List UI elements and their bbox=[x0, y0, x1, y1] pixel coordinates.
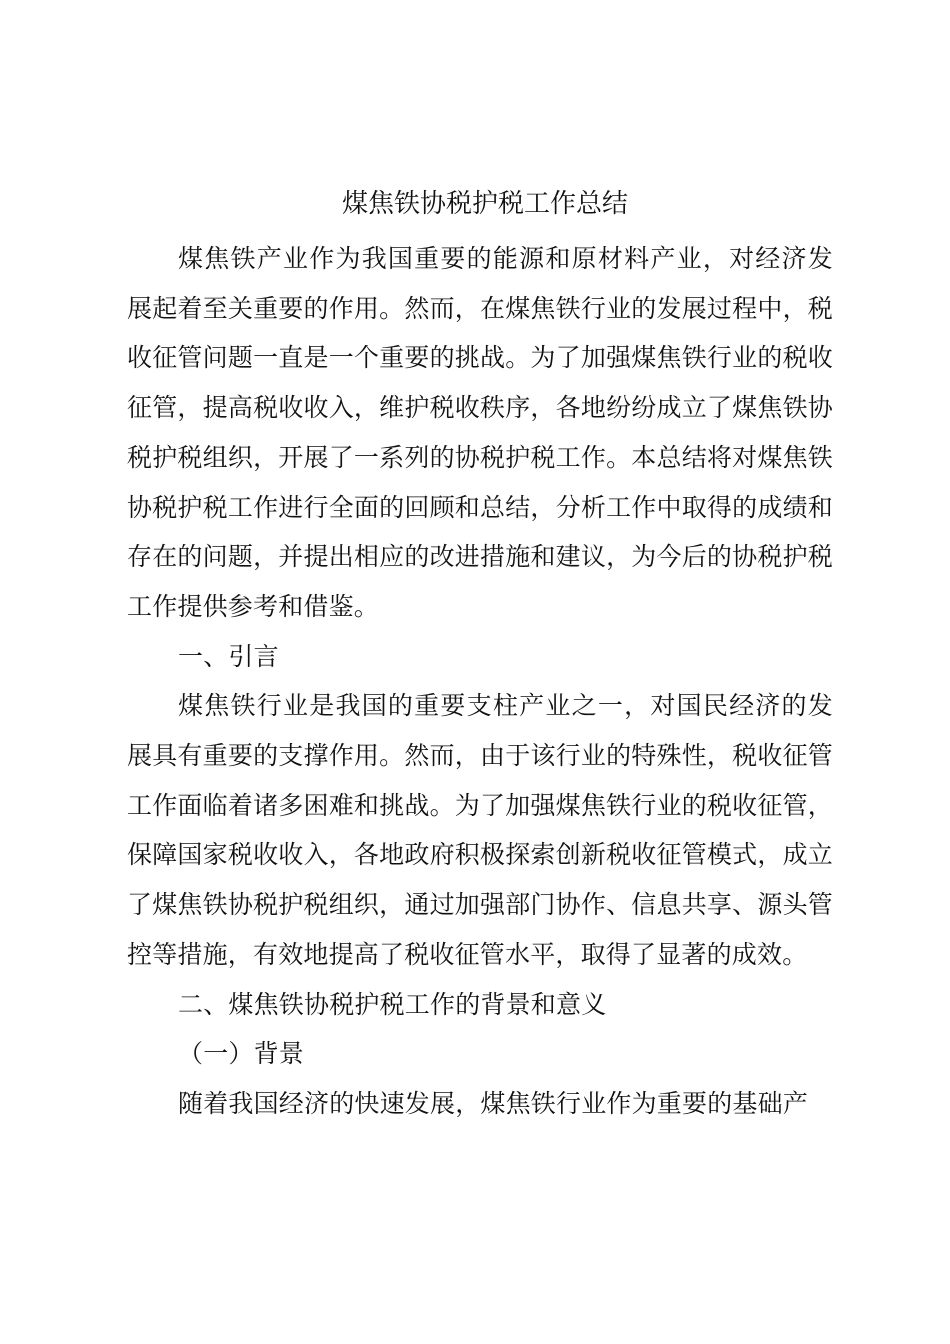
subsection-heading-background: （一）背景 bbox=[178, 1039, 305, 1069]
paragraph-background: 随着我国经济的快速发展，煤焦铁行业作为重要的基础产 bbox=[178, 1088, 809, 1118]
section-heading-background-significance: 二、煤焦铁协税护税工作的背景和意义 bbox=[178, 989, 607, 1019]
section-heading-introduction: 一、引言 bbox=[178, 641, 279, 671]
document-title: 煤焦铁协税护税工作总结 bbox=[341, 189, 628, 219]
document-body bbox=[127, 184, 833, 1129]
paragraph-intro: 煤焦铁产业作为我国重要的能源和原材料产业，对经济发展起着至关重要的作用。然而，在煤焦铁行业的发展过程中，税收征管问题一直是一个重要的挑战。为了加强煤焦铁行业的税收征管，提高税收收入，维护税收秩序，各地纷纷成立了煤焦铁协税护税组织，开展了一系列的协税护税工作。本总结将对煤焦铁协税护税工作进行全面的回顾和总结，分析工作中取得的成绩和存在的问题，并提出相应的改进措施和建议，为今后的协税护税工作提供参考和借鉴。 bbox=[127, 244, 833, 621]
paragraph-introduction: 煤焦铁行业是我国的重要支柱产业之一，对国民经济的发展具有重要的支撑作用。然而，由于该行业的特殊性，税收征管工作面临着诸多困难和挑战。为了加强煤焦铁行业的税收征管，保障国家税收收入，各地政府积极探索创新税收征管模式，成立了煤焦铁协税护税组织，通过加强部门协作、信息共享、源头管控等措施，有效地提高了税收征管水平，取得了显著的成效。 bbox=[127, 691, 833, 969]
